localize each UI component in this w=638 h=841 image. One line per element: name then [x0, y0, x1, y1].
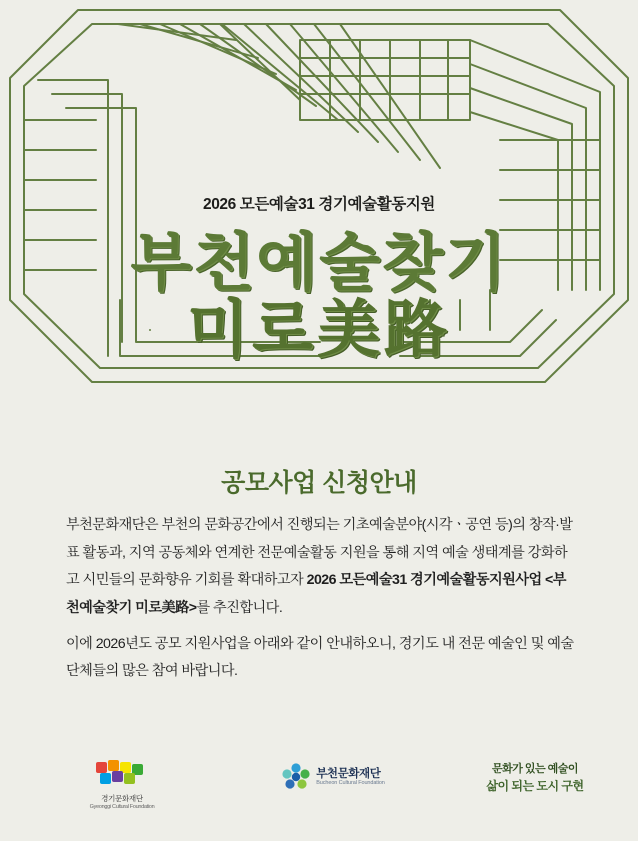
- poster-title-line2: 미로美路: [187, 292, 451, 366]
- body-text: 이에 2026년도 공모 지원사업을 아래와 같이 안내하오니, 경기도 내 전문 예술인 및 예술단체들의 많은 참여 바랍니다.: [66, 635, 574, 680]
- gyeonggi-logo-icon: [94, 758, 150, 788]
- footer-logos: [0, 752, 638, 822]
- logo-caption-ko-bucheon: 부천문화재단: [316, 767, 381, 780]
- logo-slogan: [470, 760, 600, 794]
- poster-title-line1: 부천예술찾기: [130, 225, 508, 299]
- section-title: 공모사업 신청안내: [221, 469, 417, 497]
- poster-title: [0, 225, 638, 366]
- logo-caption-gyeonggi: [62, 795, 182, 810]
- body-paragraph: [66, 512, 574, 623]
- slogan-line2: 삶이 되는 도시 구현: [486, 779, 584, 793]
- logo-caption-ko-gyeonggi: 경기문화재단: [101, 794, 143, 803]
- poster-header: [0, 196, 638, 366]
- body-text-emphasis: 2026 모든예술31 경기예술활동지원사업 <부천예술찾기 미로美路>: [66, 572, 566, 617]
- slogan-line1: 문화가 있는 예술이: [491, 763, 579, 775]
- logo-bucheon-cultural-foundation: [258, 762, 408, 792]
- body-copy: [66, 512, 574, 694]
- logo-caption-en-bucheon: Bucheon Cultural Foundation: [316, 780, 385, 787]
- bucheon-logo-icon: [281, 762, 311, 792]
- logo-caption-en-gyeonggi: Gyeonggi Cultural Foundation: [89, 803, 155, 810]
- logo-gyeonggi-cultural-foundation: [62, 758, 182, 810]
- body-text: 를 추진합니다.: [196, 600, 283, 617]
- body-paragraph: [66, 631, 574, 686]
- body-text: 부천문화재단은 부천의 문화공간에서 진행되는 기초예술분야(시각ㆍ공연 등)의 창작·발표 활동과, 지역 공동체와 연계한 전문예술활동 지원을 통해 지역 예술 생태계를 강화하고 시민들의 문화향유 기회를 확대하고자: [66, 517, 573, 589]
- poster-supertitle: 2026 모든예술31 경기예술활동지원: [202, 196, 435, 213]
